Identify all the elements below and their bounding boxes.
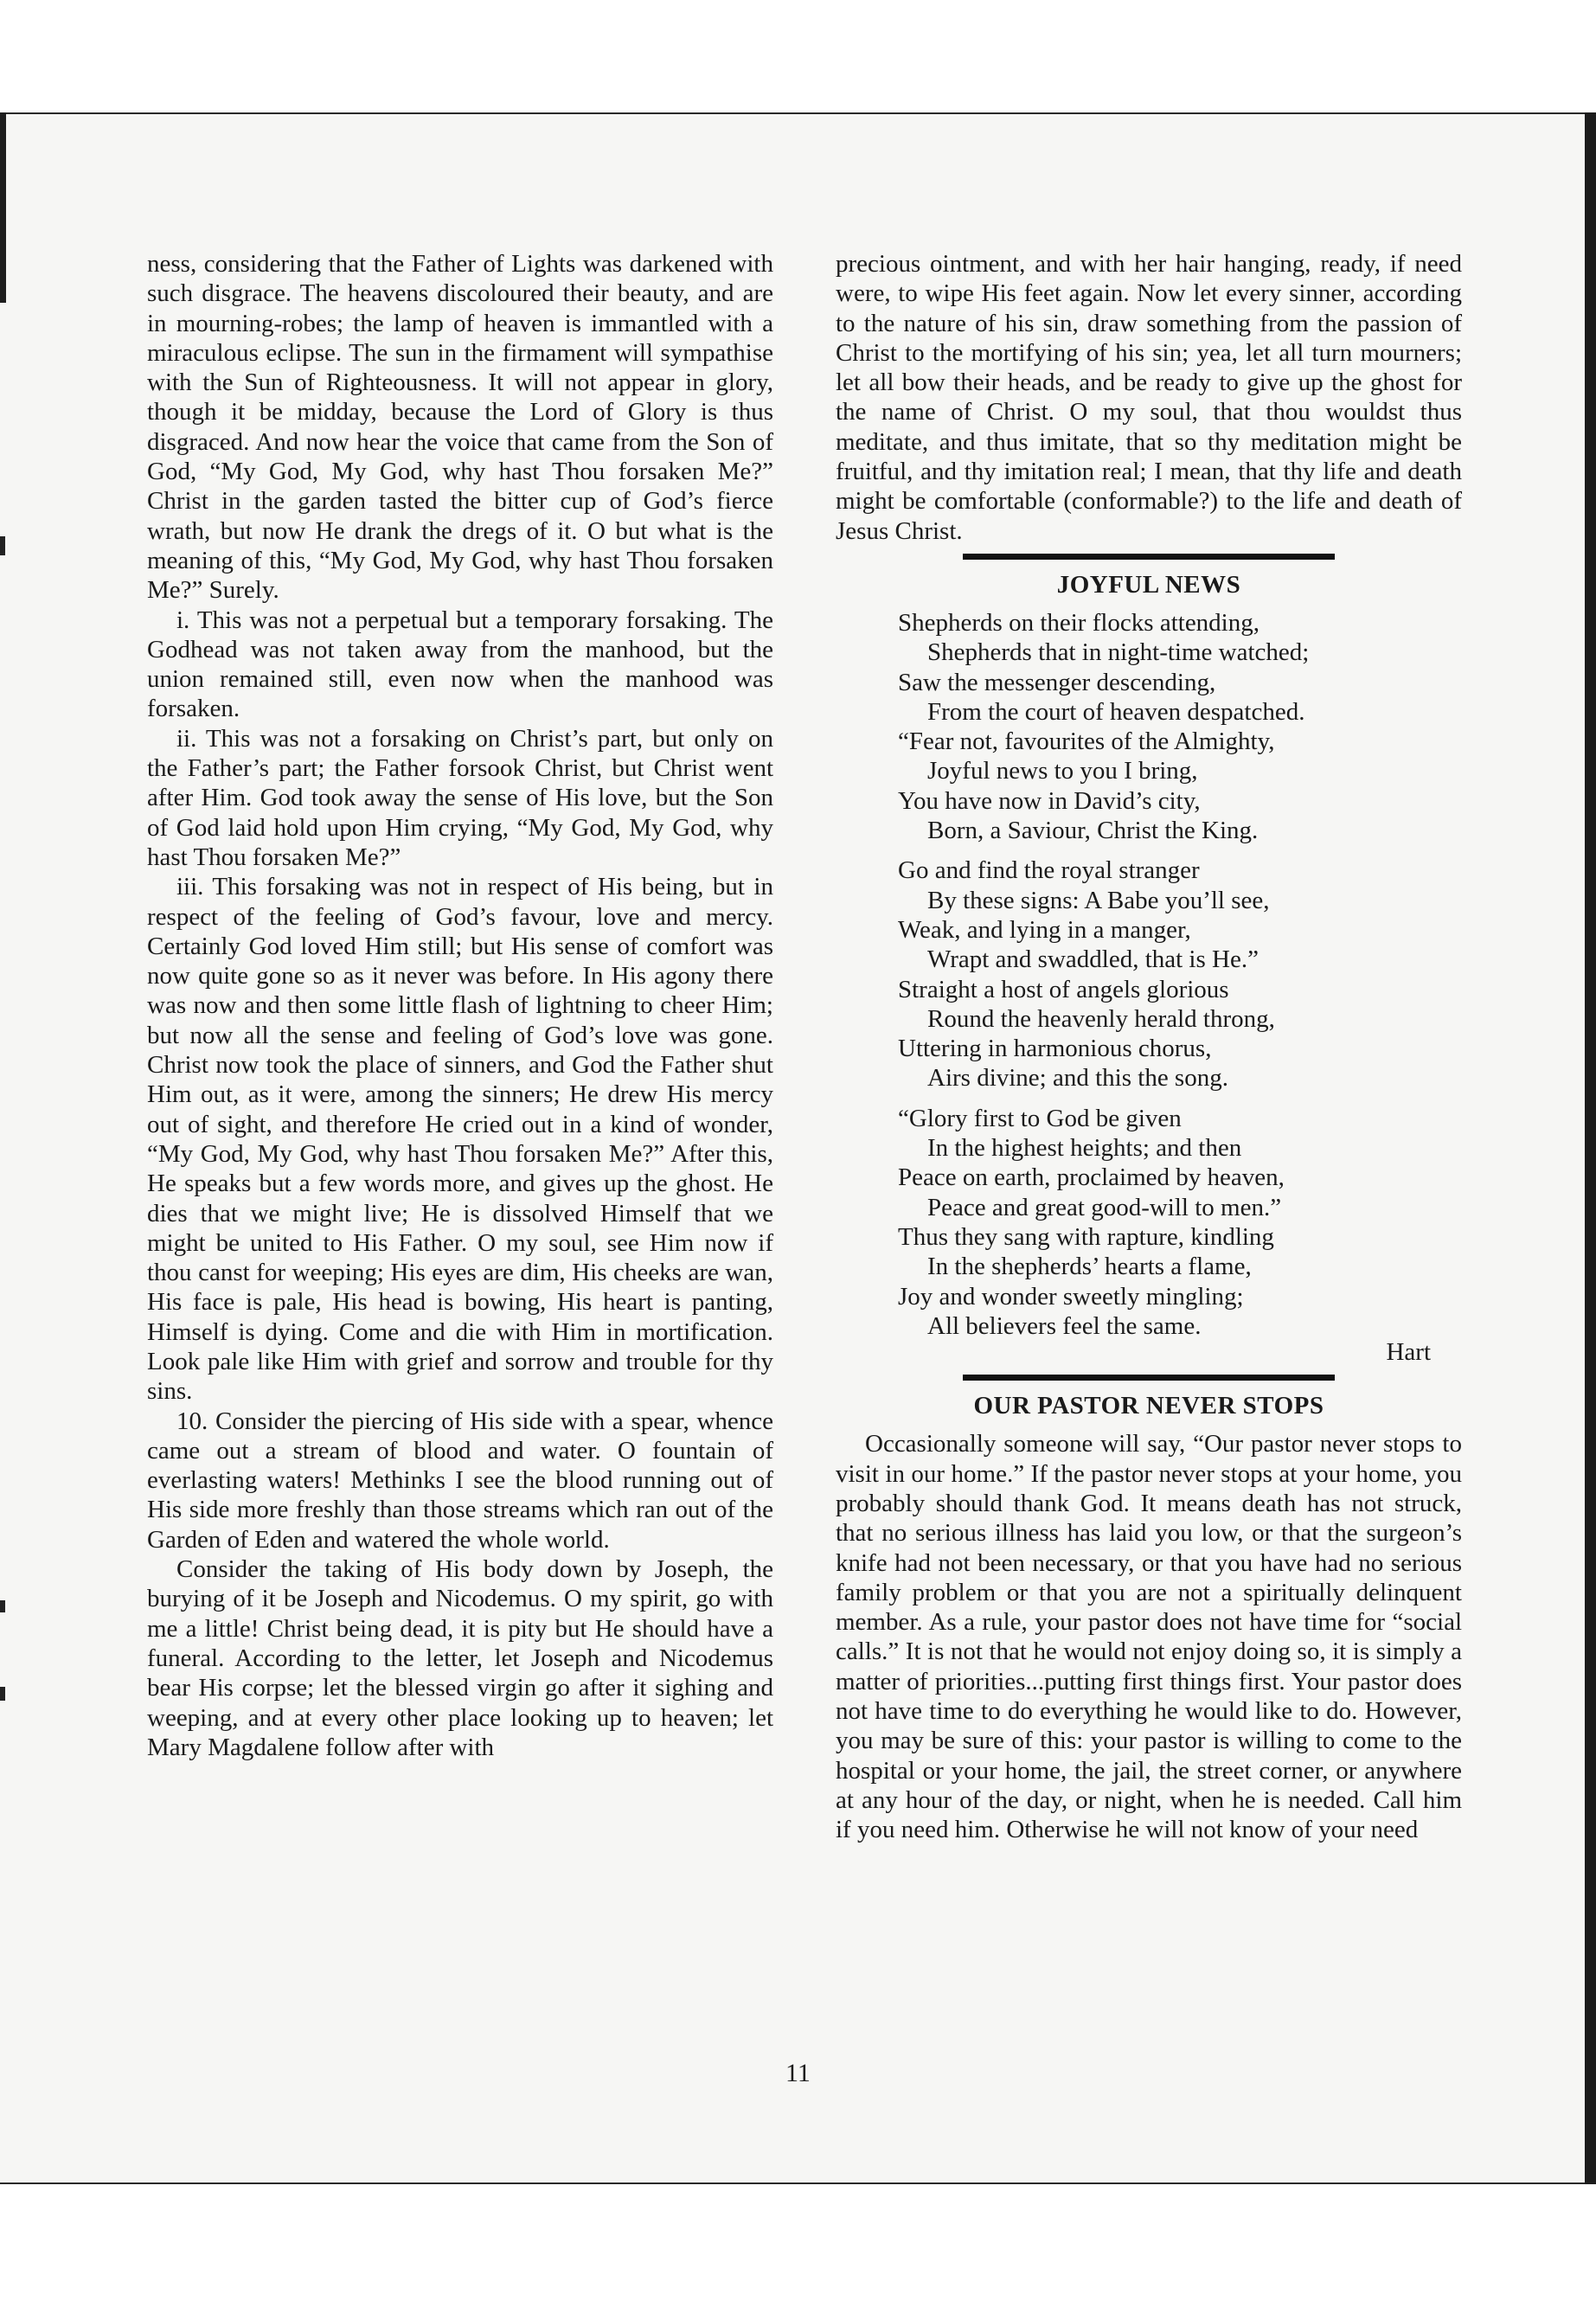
left-column: [147, 249, 773, 1762]
scan-mark: [0, 1600, 5, 1612]
poem-line: Joy and wonder sweetly mingling;: [898, 1282, 1244, 1311]
poem-line: You have now in David’s city,: [898, 786, 1201, 815]
section-divider: [963, 1375, 1335, 1381]
poem-line: Peace on earth, proclaimed by heaven,: [898, 1163, 1285, 1192]
poem-line: Shepherds that in night-time watched;: [927, 638, 1310, 667]
article-body: Occasionally someone will say, “Our pastor never stops to visit in our home.” If the pastor never stops at your home, you probably should thank God. It means death has not struck, that no serious illness has laid you low, or that the surgeon’s knife had not been necessary, or that you have had no serious family problem or that you are not a spiritually delinquent member. As a rule, your pastor does not have time for “social calls.” It is not that he would not enjoy doing so, it is simply a matter of priorities...putting first things first. Your pastor does not have time to do everything he would like to do. However, you may be sure of this: your pastor is willing to come to the hospital or your home, the jail, the street corner, or anywhere at any hour of the day, or night, when he is needed. Call him if you need him. Otherwise he will not know of your need: [836, 1430, 1462, 1844]
paragraph: Consider the taking of His body down by Joseph, the burying of it be Joseph and Nicodemus. O my spirit, go with me a little! Christ being dead, it is pity but He should have a funeral. According to the letter, let Joseph and Nicodemus bear His corpse; let the blessed virgin go after it sighing and weeping, and at every other place looking up to heaven; let Mary Magdalene follow after with: [147, 1555, 773, 1761]
poem-stanza: [898, 856, 1462, 1093]
poem-line: Shepherds on their flocks attending,: [898, 608, 1259, 637]
poem-line: Saw the messenger descending,: [898, 668, 1216, 696]
poem-line: Straight a host of angels glorious: [898, 975, 1229, 1003]
page-number: 11: [785, 2059, 811, 2087]
paragraph: i. This was not a perpetual but a temporary forsaking. The Godhead was not taken away from the manhood, but the union remained still, even now when the manhood was forsaken.: [147, 606, 773, 723]
poem-line: “Fear not, favourites of the Almighty,: [898, 727, 1275, 756]
poem-line: Go and find the royal stranger: [898, 856, 1200, 885]
poem-stanza: [898, 1104, 1462, 1341]
poem-line: From the court of heaven despatched.: [927, 697, 1305, 726]
poem-line: Peace and great good-will to men.”: [927, 1193, 1282, 1221]
scan-edge-right: [1585, 112, 1596, 2184]
scan-edge-left: [0, 112, 6, 303]
poem-line: Round the heavenly herald throng,: [927, 1004, 1275, 1033]
scan-mark: [0, 536, 5, 555]
poem-line: In the shepherds’ hearts a flame,: [927, 1253, 1252, 1281]
poem-line: Wrapt and swaddled, that is He.”: [927, 945, 1259, 974]
right-column: [836, 249, 1462, 1845]
poem-line: Uttering in harmonious chorus,: [898, 1035, 1212, 1063]
poem-line: Weak, and lying in a manger,: [898, 915, 1191, 944]
poem-author: Hart: [1386, 1338, 1431, 1367]
scan-mark: [0, 1687, 5, 1701]
poem-line: “Glory first to God be given: [898, 1104, 1182, 1132]
poem-line: In the highest heights; and then: [927, 1134, 1242, 1163]
paragraph: 10. Consider the piercing of His side with a spear, whence came out a stream of blood and water. O fountain of everlasting waters! Methinks I see the blood running out of His side more freshly than those streams which ran out of the Garden of Eden and watered the whole world.: [147, 1407, 773, 1554]
poem-line: Airs divine; and this the song.: [927, 1064, 1228, 1093]
paragraph: iii. This forsaking was not in respect of His being, but in respect of the feeling of God’s favour, love and mercy. Certainly God loved Him still; but His sense of comfort was now quite gone so as it never was before. In His agony there was now and then some little flash of lightning to cheer Him; but now all the sense and feeling of God’s love was gone. Christ now took the place of sinners, and God the Father shut Him out, as it were, among the sinners; He drew His mercy out of sight, and therefore He cried out in a kind of wonder, “My God, My God, why hast Thou forsaken Me?” After this, He speaks but a few words more, and gives up the ghost. He dies that we might live; He is dissolved Himself that we might be united to His Father. O my soul, see Him now if thou canst for weeping; His eyes are dim, His cheeks are wan, His face is pale, His head is bowing, His heart is panting, Himself is dying. Come and die with Him in mortification. Look pale like Him with grief and sorrow and trouble for thy sins.: [147, 873, 773, 1406]
poem-line: By these signs: A Babe you’ll see,: [927, 886, 1270, 914]
poem-stanza: [898, 608, 1462, 845]
paragraph: ness, considering that the Father of Lights was darkened with such disgrace. The heavens discoloured their beauty, and are in mourning-robes; the lamp of heaven is immantled with a miraculous eclipse. The sun in the firmament will sympathise with the Sun of Righteousness. It will not appear in glory, though it be midday, because the Lord of Glory is thus disgraced. And now hear the voice that came from the Son of God, “My God, My God, why hast Thou forsaken Me?” Christ in the garden tasted the bitter cup of God’s fierce wrath, but now He drank the dregs of it. O but what is the meaning of this, “My God, My God, why hast Thou forsaken Me?” Surely.: [147, 250, 773, 605]
poem-line: Thus they sang with rapture, kindling: [898, 1222, 1274, 1251]
paragraph: ii. This was not a forsaking on Christ’s part, but only on the Father’s part; the Father forsook Christ, but Christ went after Him. God took away the sense of His love, but the Son of God laid hold upon Him crying, “My God, My God, why hast Thou forsaken Me?”: [147, 724, 773, 871]
article-title: OUR PASTOR NEVER STOPS: [973, 1392, 1324, 1420]
poem-line: All believers feel the same.: [927, 1311, 1202, 1340]
poem: [898, 608, 1462, 1341]
poem-title: JOYFUL NEWS: [1056, 570, 1241, 599]
poem-line: Joyful news to you I bring,: [927, 757, 1198, 785]
poem-line: Born, a Saviour, Christ the King.: [927, 817, 1259, 845]
paragraph: precious ointment, and with her hair hanging, ready, if need were, to wipe His feet again. Now let every sinner, according to the nature of his sin, draw something from the passion of Christ to the mortifying of his sin; yea, let all turn mourners; let all bow their heads, and be ready to give up the ghost for the name of Christ. O my soul, that thou wouldst thus meditate, and thus imitate, that so thy meditation might be fruitful, and thy imitation real; I mean, that thy life and death might be comfortable (conformable?) to the life and death of Jesus Christ.: [836, 250, 1462, 545]
section-divider: [963, 554, 1335, 560]
